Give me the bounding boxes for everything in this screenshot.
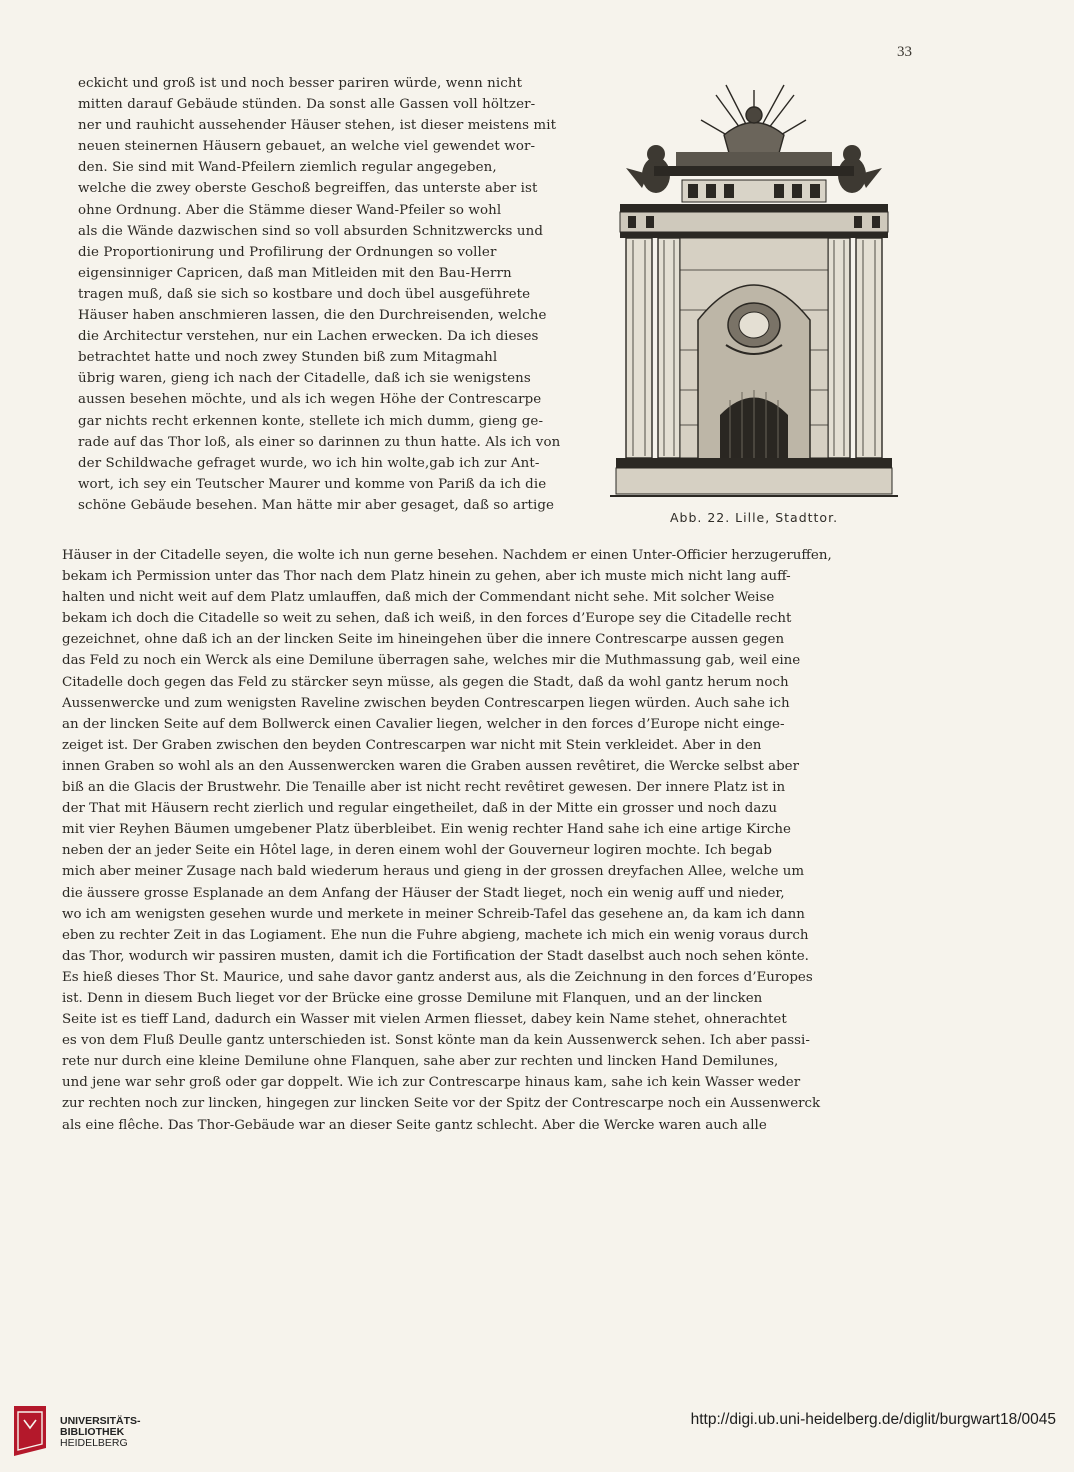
text-line: Häuser in der Citadelle seyen, die wolte ich nun gerne besehen. Nachdem er einen Unter-Officier herzugeruffen, [62, 548, 832, 563]
text-line: bekam ich doch die Citadelle so weit zu sehen, daß ich weiß, in den forces d’Europe sey die Citadelle recht [62, 611, 792, 627]
text-line: gezeichnet, ohne daß ich an der lincken Seite im hineingehen über die innere Contrescarpe aussen gegen [62, 632, 785, 648]
text-line: ist. Denn in diesem Buch lieget vor der Brücke eine grosse Demilune mit Flanquen, und an der lincken [62, 990, 763, 1006]
text-line: innen Graben so wohl als an den Aussenwercken waren die Graben aussen revêtiret, die Wercke selbst aber [62, 758, 799, 774]
text-line: betrachtet hatte und noch zwey Stunden biß zum Mitagmahl [78, 350, 498, 366]
text-line: gar nichts recht erkennen konte, stellete ich mich dumm, gieng ge- [78, 413, 544, 429]
source-url-link[interactable]: http://digi.ub.uni-heidelberg.de/diglit/burgwart18/0045 [690, 1411, 1056, 1428]
text-line: schöne Gebäude besehen. Man hätte mir aber gesaget, daß so artige [78, 497, 555, 513]
text-line: biß an die Glacis der Brustwehr. Die Tenaille aber ist nicht recht revêtiret gewesen. Der innere Platz ist in [62, 780, 786, 796]
text-line: mit vier Reyhen Bäumen umgebener Platz überbleibet. Ein wenig rechter Hand sahe ich eine artige Kirche [62, 822, 791, 838]
text-line: ohne Ordnung. Aber die Stämme dieser Wand-Pfeiler so wohl [78, 202, 502, 218]
footer [0, 1400, 1074, 1472]
text-line: Seite ist es tieff Land, dadurch ein Wasser mit vielen Armen fliesset, dabey kein Name stehet, ohnerachtet [62, 1012, 787, 1028]
text-line: Häuser haben anschmieren lassen, die den Durchreisenden, welche [78, 308, 547, 324]
library-name-line3: HEIDELBERG [60, 1437, 128, 1449]
text-line: bekam ich Permission unter das Thor nach dem Platz hinein zu gehen, aber ich muste mich nicht lang auff- [62, 569, 791, 585]
text-line: als eine flêche. Das Thor-Gebäude war an dieser Seite gantz schlecht. Aber die Wercke waren auch alle [62, 1117, 767, 1133]
text-line: Aussenwercke und zum wenigsten Raveline zwischen beyden Contrescarpen liegen würden. Auch sahe ich [62, 695, 790, 711]
text-line: mich aber meiner Zusage nach bald wiederum heraus und gieng in der grossen dreyfachen Allee, welche um [62, 864, 805, 880]
text-line: die Proportionirung und Profilirung der Ordnungen so voller [78, 244, 497, 260]
text-line: eigensinniger Capricen, daß man Mitleiden mit den Bau-Herrn [78, 265, 512, 281]
text-line: Citadelle doch gegen das Feld zu stärcker seyn müsse, als gegen die Stadt, daß da wohl gantz herum noch [62, 674, 789, 690]
text-line: es von dem Fluß Deulle gantz unterschieden ist. Sonst könte man da kein Aussenwerck sehen. Ich aber passi- [62, 1033, 810, 1049]
body-text-bottom [62, 545, 902, 1136]
text-line: das Feld zu noch ein Werck als eine Demilune überragen sahe, welches mir die Muthmassung gab, weil eine [62, 653, 801, 669]
text-line: halten und nicht weit auf dem Platz umlauffen, daß mich der Commendant nicht sehe. Mit solcher Weise [62, 590, 775, 606]
text-line: mitten darauf Gebäude stünden. Da sonst alle Gassen voll höltzer- [78, 97, 536, 113]
text-line: übrig waren, gieng ich nach der Citadelle, daß ich sie wenigstens [78, 371, 531, 387]
text-line: der That mit Häusern recht zierlich und regular eingetheilet, daß in der Mitte ein grosser und noch dazu [62, 801, 778, 817]
text-line: neuen steinernen Häusern gebauet, an welche viel gewendet wor- [78, 139, 536, 155]
text-line: eckicht und groß ist und noch besser pariren würde, wenn nicht [78, 76, 523, 91]
library-name-line1: UNIVERSITÄTS- [60, 1415, 141, 1427]
text-line: wo ich am wenigsten gesehen wurde und merkete in meiner Schreib-Tafel das gesehene an, da kam ich dann [62, 906, 805, 922]
text-line: aussen besehen möchte, und als ich wegen Höhe der Contrescarpe [78, 392, 542, 408]
text-line: wort, ich sey ein Teutscher Maurer und komme von Pariß da ich die [78, 476, 547, 492]
text-line: tragen muß, daß sie sich so kostbare und doch übel ausgeführete [78, 286, 531, 302]
library-name [60, 1416, 141, 1449]
text-line: und jene war sehr groß oder gar doppelt. Wie ich zur Contrescarpe hinaus kam, sahe ich kein Wasser weder [62, 1075, 801, 1091]
trophy-ornament [701, 85, 806, 153]
library-name-line2: BIBLIOTHEK [60, 1426, 125, 1438]
city-gate-illustration [606, 80, 902, 510]
figure-caption: Abb. 22. Lille, Stadttor. [669, 510, 839, 525]
text-line: der Schildwache gefraget wurde, wo ich hin wolte,gab ich zur Ant- [78, 455, 540, 471]
text-line: die Architectur verstehen, nur ein Lachen erwecken. Da ich dieses [78, 329, 539, 345]
university-seal-icon [12, 1404, 48, 1458]
text-line: rete nur durch eine kleine Demilune ohne Flanquen, sahe aber zur rechten und lincken Hand Demilunes, [62, 1054, 779, 1070]
text-line: rade auf das Thor loß, als einer so darinnen zu thun hatte. Als ich von [78, 434, 561, 450]
text-line: eben zu rechter Zeit in das Logiament. Ehe nun die Fuhre abgieng, machete ich mich ein wenig voraus durch [62, 927, 809, 943]
page-number: 33 [897, 44, 912, 60]
text-line: das Thor, wodurch wir passiren musten, damit ich die Fortification der Stadt daselbst auch noch sehen könte. [62, 948, 809, 964]
text-line: ner und rauhicht aussehender Häuser stehen, ist dieser meistens mit [78, 118, 557, 134]
text-line: die äussere grosse Esplanade an dem Anfang der Häuser der Stadt lieget, noch ein wenig auff und nieder, [62, 885, 785, 901]
text-line: den. Sie sind mit Wand-Pfeilern ziemlich regular angegeben, [78, 160, 497, 176]
text-line: an der lincken Seite auf dem Bollwerck einen Cavalier liegen, welcher in den forces d’Europe nicht einge- [62, 716, 785, 732]
text-line: zur rechten noch zur lincken, hingegen zur lincken Seite vor der Spitz der Contrescarpe noch ein Aussenwerck [62, 1096, 821, 1112]
text-line: Es hieß dieses Thor St. Maurice, und sahe davor gantz anderst aus, als die Zeichnung in den forces d’Europes [62, 969, 813, 985]
text-line: zeiget ist. Der Graben zwischen den beyden Contrescarpen war nicht mit Stein verkleidet. Aber in den [62, 737, 762, 753]
text-line: neben der an jeder Seite ein Hôtel lage, in deren einem wohl der Gouverneur logiren mochte. Ich begab [62, 843, 772, 859]
text-line: welche die zwey oberste Geschoß begreiffen, das unterste aber ist [78, 181, 538, 197]
text-line: als die Wände dazwischen sind so voll absurden Schnitzwercks und [78, 223, 544, 239]
body-text-top [78, 73, 598, 516]
